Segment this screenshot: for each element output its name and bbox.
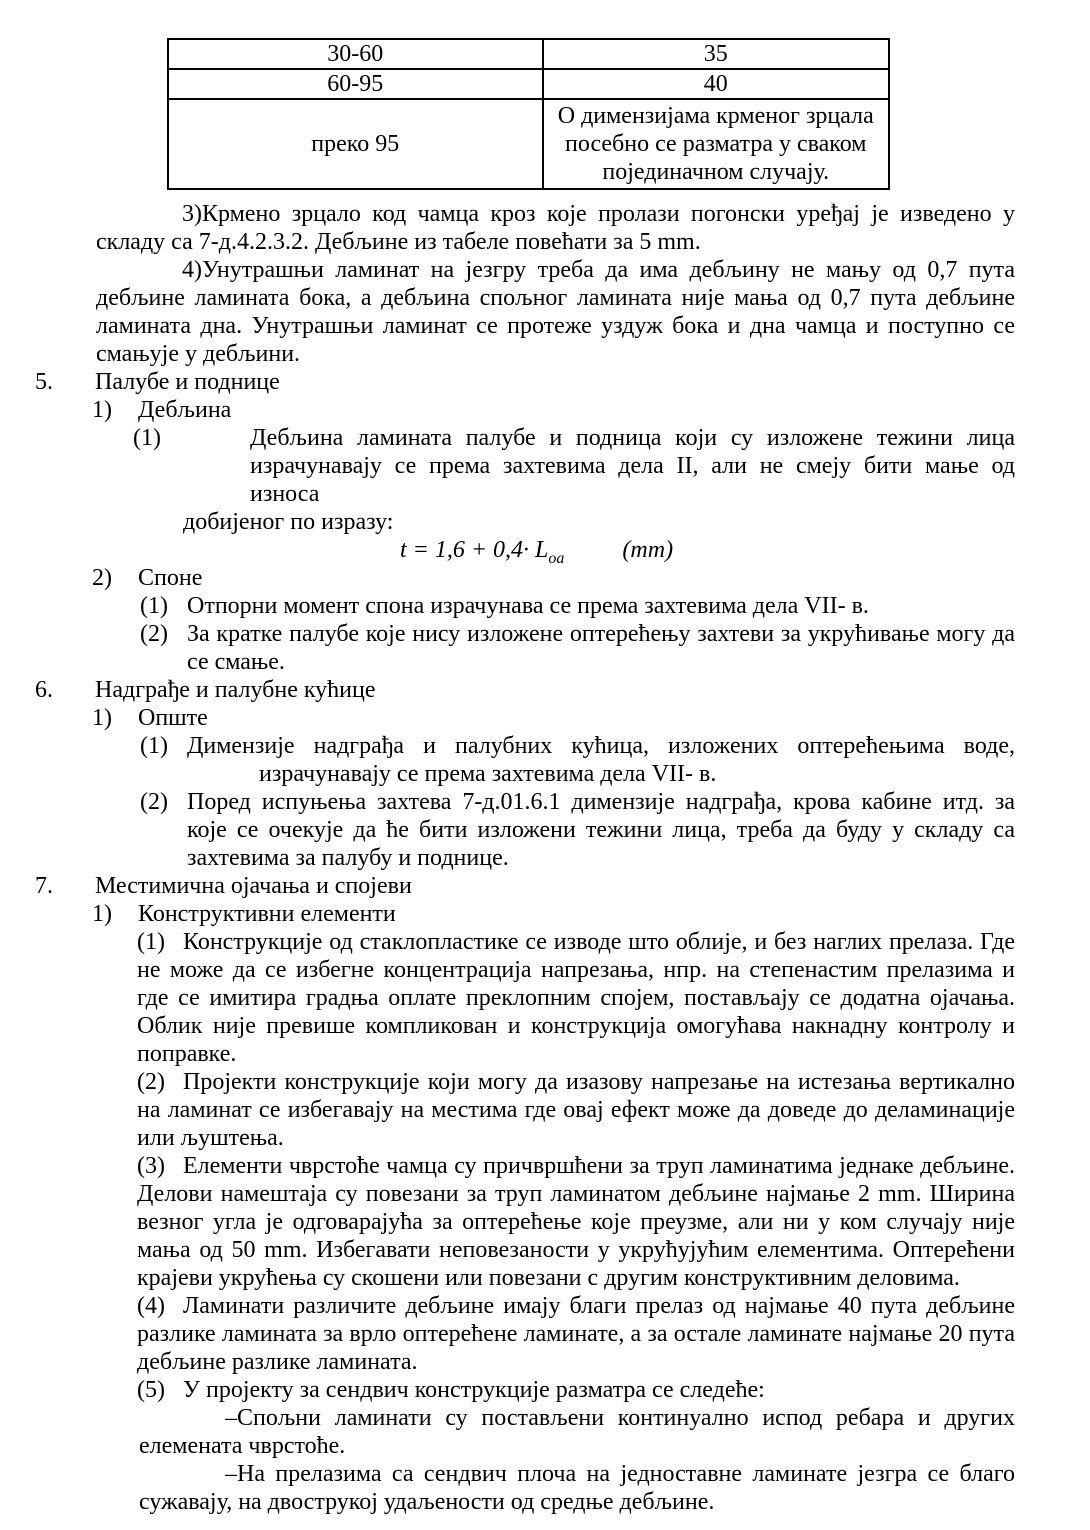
item-text: Ламинати различите дебљине имају благи прелаз од најмање 40 пута дебљине разлике ламината за врло оптерећене ламинате, а за остале ламинате најмање 20 пута дебљине разлике ламината. <box>137 1293 1015 1375</box>
item-6-1-1 <box>140 732 1015 788</box>
item-7-1-2 <box>137 1068 1015 1152</box>
item-text: Спољни ламинати су постављени континуално испод ребара и других елемената чврстоће. <box>139 1405 1015 1459</box>
formula-unit: (mm) <box>622 537 674 563</box>
spacer <box>0 190 1090 200</box>
item-7-1-4 <box>137 1292 1015 1376</box>
item-7-1-3 <box>137 1152 1015 1292</box>
item-text: Отпорни момент спона израчунава се према захтевима дела VII- в. <box>187 593 869 619</box>
stern-transom-dimensions-table <box>167 38 890 190</box>
subsection-number: 1) <box>92 397 112 423</box>
item-text: За кратке палубе које нису изложене оптерећењу захтеви за укрућивање могу да се смање. <box>187 621 1015 675</box>
subsection-number: 1) <box>92 705 112 731</box>
item-5-2-2 <box>140 620 1015 676</box>
item-marker: (2) <box>140 621 168 647</box>
item-marker: (4) <box>137 1293 165 1319</box>
section-number: 7. <box>35 873 53 899</box>
item-line: Дебљина ламината палубе и подница који су изложене тежини лица <box>250 425 1015 451</box>
item-marker: (1) <box>133 425 161 451</box>
item-text: Поред испуњења захтева 7-д.01.6.1 димензије надграђа, крова кабине итд. за које се очекује да ће бити изложени тежини лица, треба да буду у складу са захтевима за палубу и поднице. <box>187 789 1015 871</box>
section-6-heading <box>35 676 1090 704</box>
item-marker: (1) <box>140 593 168 619</box>
section-7-heading <box>35 872 1090 900</box>
item-text: У пројекту за сендвич конструкције разматра се следеће: <box>183 1377 765 1403</box>
dash-item-sandwich-transitions <box>139 1460 1015 1516</box>
section-title: Надграђе и палубне кућице <box>95 677 376 703</box>
formula-expression: t = 1,6 + 0,4· L <box>400 537 549 563</box>
section-7-1-heading <box>92 900 1090 928</box>
item-marker: 3) <box>182 201 202 227</box>
table-row <box>168 99 889 189</box>
item-marker: (5) <box>137 1377 165 1403</box>
subsection-title: Конструктивни елементи <box>138 901 396 927</box>
subsection-title: Опште <box>138 705 208 731</box>
section-6-1-heading <box>92 704 1090 732</box>
item-text: На прелазима са сендвич плоча на једноставне ламинате језгра се благо сужавају, на двострукој удаљености од средње дебљине. <box>139 1461 1015 1515</box>
item-text: Пројекти конструкције који могу да изазову напрезање на истезања вертикално на ламинат се избегавају на местима где овај ефект може да доведе до деламинације или љуштења. <box>137 1069 1015 1151</box>
item-marker: 4) <box>182 257 202 283</box>
item-marker: (2) <box>140 789 168 815</box>
paragraph-4 <box>96 256 1015 368</box>
section-5-2-heading <box>92 564 1090 592</box>
table-cell-range: преко 95 <box>168 99 543 189</box>
item-line: израчунавају се према захтевима дела II, али не смеју бити мање од износа <box>250 453 1015 507</box>
subsection-title: Дебљина <box>138 397 232 423</box>
item-marker: (3) <box>137 1153 165 1179</box>
item-7-1-1 <box>137 928 1015 1068</box>
item-5-1-1 <box>133 424 1015 536</box>
section-5-1-heading <box>92 396 1090 424</box>
item-text: Елементи чврстоће чамца су причвршћени за труп ламинатима једнаке дебљине. Делови намештаја су повезани за труп ламинатом дебљине најмање 2 mm. Ширина везног угла је одговарајућа за оптерећење које преузме, али ни у ком случају није мања од 50 mm. Избегавати неповезаности у укрућујућим елементима. Оптерећени крајеви укрућења су скошени или повезани с другим конструктивним деловима. <box>137 1153 1015 1291</box>
thickness-formula <box>400 536 1090 567</box>
item-6-1-2 <box>140 788 1015 872</box>
item-line: добијеног по изразу: <box>183 509 394 535</box>
item-5-2-1 <box>140 592 1015 620</box>
subsection-number: 1) <box>92 901 112 927</box>
section-title: Палубе и поднице <box>95 369 280 395</box>
section-title: Местимична ојачања и спојеви <box>95 873 412 899</box>
dash-item-outer-laminates <box>139 1404 1015 1460</box>
dash-marker: – <box>225 1461 237 1487</box>
table-cell-range: 30-60 <box>168 39 543 69</box>
item-marker: (2) <box>137 1069 165 1095</box>
section-number: 5. <box>35 369 53 395</box>
table-cell-value: О димензијама крменог зрцала посебно се разматра у сваком појединачном случају. <box>543 99 890 189</box>
item-line: Димензије надграђа и палубних кућица, изложених оптерећењима воде, <box>187 733 1015 759</box>
subsection-number: 2) <box>92 565 112 591</box>
subsection-title: Споне <box>138 565 203 591</box>
item-text: Конструкције од стаклопластике се изводе што облије, и без наглих прелаза. Где не може да се избегне концентрација напрезања, нпр. на степенастим прелазима и где се имитира градња оплате преклопним спојем, постављају се додатна ојачања. Облик није превише компликован и конструкција омогућава накнадну контролу и поправке. <box>137 929 1015 1067</box>
table-row <box>168 69 889 99</box>
item-line: израчунавају се према захтевима дела VII- в. <box>259 761 717 787</box>
item-marker: (1) <box>137 929 165 955</box>
paragraph-3-text: Крмено зрцало код чамца кроз које пролази погонски уређај је изведено у складу са 7-д.4.2.3.2. Дебљине из табеле повећати за 5 mm. <box>96 201 1015 255</box>
section-5-heading <box>35 368 1090 396</box>
dash-marker: – <box>225 1405 237 1431</box>
item-7-1-5 <box>137 1376 1015 1404</box>
item-marker: (1) <box>140 733 168 759</box>
table-cell-value: 35 <box>543 39 890 69</box>
formula-subscript: oa <box>548 549 565 567</box>
table-cell-range: 60-95 <box>168 69 543 99</box>
table-row <box>168 39 889 69</box>
paragraph-4-text: Унутрашњи ламинат на језгру треба да има дебљину не мању од 0,7 пута дебљине ламината бока, а дебљина спољног ламината није мања од 0,7 пута дебљине ламината дна. Унутрашњи ламинат се протеже уздуж бока и дна чамца и поступно се смањује у дебљини. <box>96 257 1015 367</box>
table-cell-value: 40 <box>543 69 890 99</box>
paragraph-3 <box>96 200 1015 256</box>
section-number: 6. <box>35 677 53 703</box>
